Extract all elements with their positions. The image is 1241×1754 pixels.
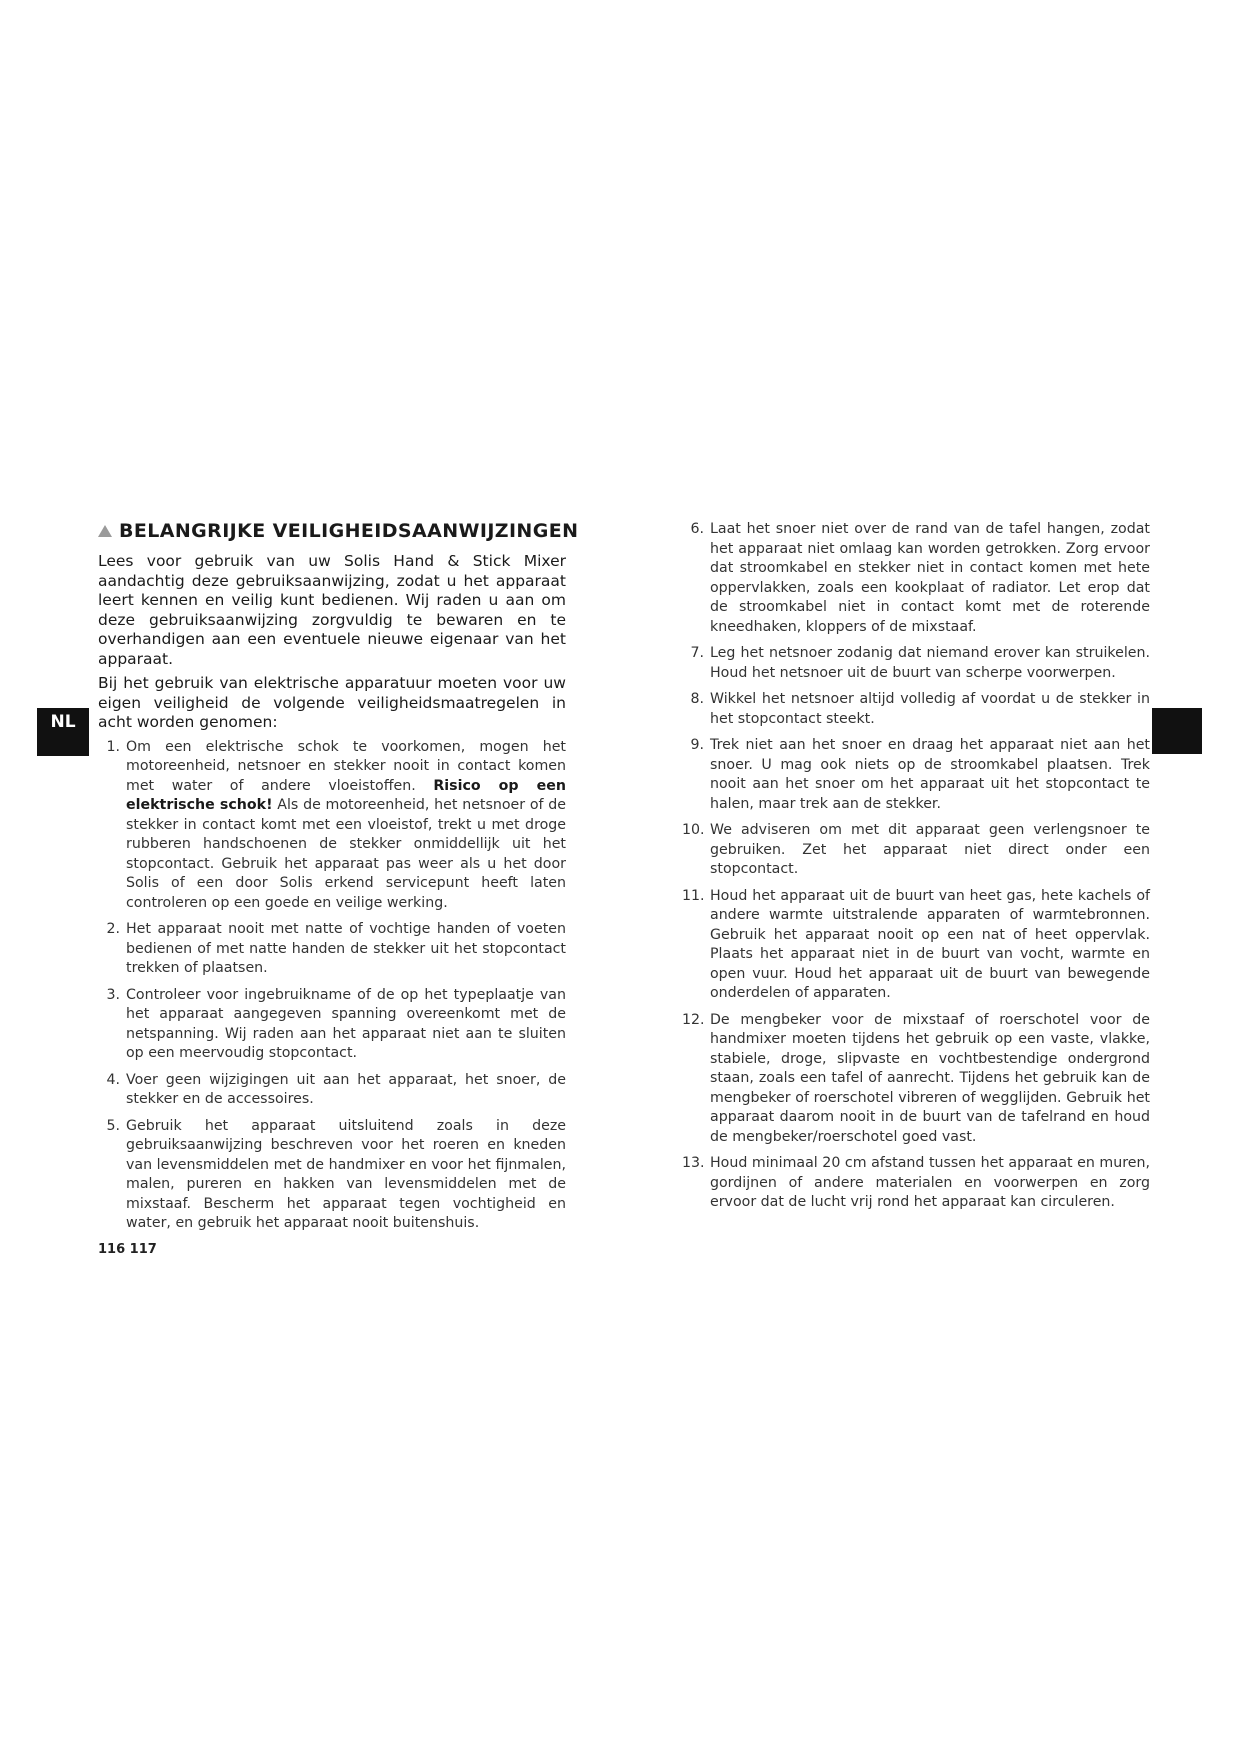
- warning-triangle-icon: [98, 525, 112, 537]
- list-item-text: Trek niet aan het snoer en draag het apparaat niet aan het snoer. U mag ook niets op de stroomkabel plaatsen. Trek nooit aan het snoer om het apparaat uit het stopcontact te halen, maar trek aan de stekker.: [710, 737, 1150, 812]
- list-item-number: 12.: [682, 1011, 705, 1028]
- list-item: [682, 736, 1150, 814]
- list-item-text: Houd minimaal 20 cm afstand tussen het apparaat en muren, gordijnen of andere materialen en voorwerpen en zorg ervoor dat de lucht vrij rond het apparaat kan circuleren.: [710, 1155, 1150, 1210]
- list-item-text: Voer geen wijzigingen uit aan het apparaat, het snoer, de stekker en de accessoires.: [126, 1071, 566, 1107]
- safety-list-right: [682, 520, 1150, 1213]
- intro-paragraph-1: Lees voor gebruik van uw Solis Hand & Stick Mixer aandachtig deze gebruiksaanwijzing, zodat u het apparaat leert kennen en veilig kunt bedienen. Wij raden u aan om deze gebruiksaanwijzing zorgvuldig te bewaren en te overhandigen aan een eventuele nieuwe eigenaar van het apparaat.: [98, 552, 566, 668]
- intro-paragraph-2: Bij het gebruik van elektrische apparatuur moeten voor uw eigen veiligheid de volgende veiligheidsmaatregelen in acht worden genomen:: [98, 674, 566, 731]
- list-item-text: Gebruik het apparaat uitsluitend zoals in deze gebruiksaanwijzing beschreven voor het roeren en kneden van levensmiddelen met de handmixer en voor het fijnmalen, malen, pureren en hakken van levensmiddelen met de mixstaaf. Bescherm het apparaat tegen vochtigheid en water, en gebruik het apparaat nooit buitenshuis.: [126, 1117, 566, 1231]
- list-item-number: 11.: [682, 887, 705, 904]
- list-item: [682, 644, 1150, 683]
- list-item-number: 13.: [682, 1155, 705, 1171]
- list-item: [682, 887, 1150, 1004]
- list-item: [98, 986, 566, 1064]
- section-heading-text: BELANGRIJKE VEILIGHEIDSAANWIJZINGEN: [119, 520, 579, 542]
- list-item: [682, 690, 1150, 729]
- list-item-number: 5.: [106, 1117, 120, 1134]
- list-item-number: 7.: [690, 645, 704, 661]
- list-item-text: Laat het snoer niet over de rand van de tafel hangen, zodat het apparaat niet omlaag kan worden getrokken. Zorg ervoor dat stroomkabel en stekker niet in contact komen met hete oppervlakken, zoals een kookplaat of radiator. Let erop dat de stroomkabel niet in contact komt met de roterende kneedhaken, kloppers of de mixstaaf.: [710, 521, 1150, 635]
- list-item-text: We adviseren om met dit apparaat geen verlengsnoer te gebruiken. Zet het apparaat niet direct onder een stopcontact.: [710, 822, 1150, 877]
- list-item-number: 10.: [682, 822, 705, 838]
- list-item-number: 9.: [690, 737, 704, 753]
- list-item-number: 3.: [106, 986, 120, 1003]
- list-item: [98, 1071, 566, 1110]
- list-item: [98, 738, 566, 914]
- list-item-number: 8.: [690, 691, 704, 707]
- list-item: [98, 920, 566, 979]
- left-column: [98, 520, 579, 1241]
- list-item: [682, 520, 1150, 637]
- page-numbers: 116 117: [98, 1242, 157, 1257]
- list-item-text: De mengbeker voor de mixstaaf of roerschotel voor de handmixer moeten tijdens het gebruik op een vaste, vlakke, stabiele, droge, slipvaste en vochtbestendige ondergrond staan, zoals een tafel of aanrecht. Tijdens het gebruik kan de mengbeker of roerschotel vibreren of wegglijden. Gebruik het apparaat daarom nooit in de buurt van de tafelrand en houd de mengbeker/roerschotel goed vast.: [710, 1011, 1150, 1145]
- right-page-tab: [1152, 708, 1202, 754]
- safety-list-left: [98, 738, 566, 1234]
- list-item-text-continued: Als de motoreenheid, het netsnoer of de stekker in contact komt met een vloeistof, trekt u met droge rubberen handschoenen de stekker onmiddellijk uit het stopcontact. Gebruik het apparaat pas weer als u het door Solis of een door Solis erkend servicepunt heeft laten controleren op een goede en veilige werking.: [126, 797, 566, 911]
- list-item-number: 4.: [106, 1071, 120, 1088]
- list-item-text: Houd het apparaat uit de buurt van heet gas, hete kachels of andere warmte uitstralende apparaten of warmtebronnen. Gebruik het apparaat nooit op een nat of heet oppervlak. Plaats het apparaat niet in de buurt van vocht, warmte en open vuur. Houd het apparaat uit de buurt van bewegende onderdelen of apparaten.: [710, 887, 1150, 1001]
- list-item-text: Wikkel het netsnoer altijd volledig af voordat u de stekker in het stopcontact steekt.: [710, 691, 1150, 727]
- list-item-emphasis: Risico op een elektrische schok!: [126, 777, 566, 813]
- list-item-text: Het apparaat nooit met natte of vochtige handen of voeten bedienen of met natte handen de stekker uit het stopcontact trekken of plaatsen.: [126, 921, 566, 976]
- list-item-text: Controleer voor ingebruikname of de op het typeplaatje van het apparaat aangegeven spanning overeenkomt met de netspanning. Wij raden aan het apparaat niet aan te sluiten op een meervoudig stopcontact.: [126, 986, 566, 1061]
- list-item: [98, 1117, 566, 1234]
- list-item-number: 2.: [106, 921, 120, 937]
- list-item: [682, 821, 1150, 880]
- language-tab-label: NL: [50, 712, 76, 732]
- list-item-text: Leg het netsnoer zodanig dat niemand erover kan struikelen. Houd het netsnoer uit de buurt van scherpe voorwerpen.: [710, 645, 1150, 681]
- list-item: [682, 1011, 1150, 1148]
- list-item-number: 6.: [690, 521, 704, 537]
- language-tab-nl: [37, 708, 89, 756]
- list-item-text: Om een elektrische schok te voorkomen, mogen het motoreenheid, netsnoer en stekker nooit in contact komen met water of andere vloeistoffen.: [126, 738, 566, 794]
- right-column: [682, 520, 1150, 1220]
- section-heading: [98, 520, 579, 542]
- list-item-number: 1.: [106, 738, 120, 755]
- list-item: [682, 1154, 1150, 1213]
